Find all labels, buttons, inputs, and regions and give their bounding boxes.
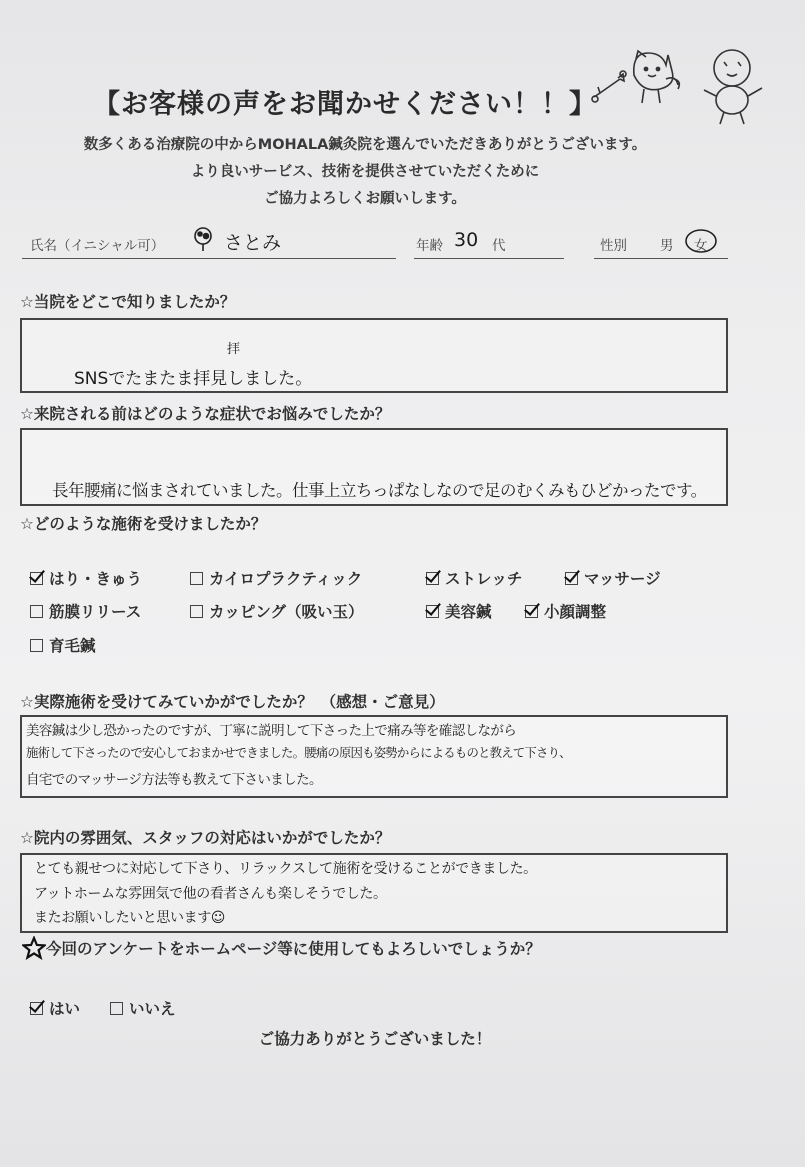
age-value[interactable]: 30 — [454, 229, 479, 251]
flower-doodle-icon — [192, 226, 214, 252]
question-4-answer-line-3: 自宅でのマッサージ方法等も教えて下さいました。 — [26, 772, 322, 788]
checkbox-icon[interactable] — [190, 572, 203, 585]
name-value[interactable]: さとみ — [224, 232, 282, 254]
option-no[interactable] — [110, 997, 176, 1019]
option-label: カッピング（吸い玉） — [209, 603, 364, 621]
option-stretch[interactable] — [426, 567, 522, 589]
age-suffix: 代 — [492, 238, 506, 254]
question-5-answer-line-3: またお願いしたいと思います☺ — [34, 910, 225, 926]
name-underline — [22, 258, 396, 259]
option-cupping[interactable] — [190, 600, 364, 622]
question-1-answer: SNSでたまたま拝見しました。 — [74, 369, 313, 389]
option-label: 美容鍼 — [445, 603, 492, 621]
intro-line-1: 数多くある治療院の中からMOHALA鍼灸院を選んでいただきありがとうございます。 — [83, 137, 647, 153]
question-1-insert-mark: 拝 — [227, 342, 241, 357]
option-label: はり・きゅう — [49, 570, 143, 588]
checkbox-icon[interactable] — [190, 605, 203, 618]
option-label: マッサージ — [584, 570, 661, 588]
gender-label: 性別 — [600, 238, 627, 254]
option-fascia-release[interactable] — [30, 600, 141, 622]
checkbox-checked-icon[interactable] — [426, 572, 439, 585]
option-label: いいえ — [129, 1000, 176, 1018]
question-2-answer-box[interactable] — [20, 428, 728, 506]
question-4-answer-box[interactable] — [20, 715, 728, 798]
option-hair-growth[interactable] — [30, 634, 96, 656]
character-doodle-icon — [700, 48, 780, 128]
option-chiropractic[interactable] — [190, 567, 362, 589]
option-small-face[interactable] — [525, 600, 606, 622]
option-label: カイロプラクティック — [209, 570, 363, 588]
option-beauty-acupuncture[interactable] — [426, 600, 492, 622]
question-2-answer: 長年腰痛に悩まされていました。仕事上立ちっぱなしなので足のむくみもひどかったです。 — [52, 481, 707, 500]
option-massage[interactable] — [565, 567, 661, 589]
option-label: 小顔調整 — [544, 603, 607, 621]
option-label: 育毛鍼 — [49, 637, 96, 655]
question-4-label: ☆実際施術を受けてみていかがでしたか？ （感想・ご意見） — [20, 693, 445, 711]
checkbox-icon[interactable] — [30, 605, 43, 618]
option-hari-kyu[interactable] — [30, 567, 142, 589]
intro-line-2: より良いサービス、技術を提供させていただくために — [190, 164, 540, 180]
checkbox-checked-icon[interactable] — [525, 605, 538, 618]
question-4-answer-line-2: 施術して下さったので安心しておまかせできました。腰痛の原因も姿勢からによるものと教えて下さり、 — [26, 745, 571, 760]
checkbox-icon[interactable] — [30, 639, 43, 652]
checkbox-checked-icon[interactable] — [426, 605, 439, 618]
question-6-label: 今回のアンケートをホームページ等に使用してもよろしいでしょうか？ — [46, 940, 541, 958]
question-4-answer-line-1: 美容鍼は少し恐かったのですが、丁寧に説明して下さった上で痛み等を確認しながら — [26, 723, 517, 739]
gender-circle-mark — [683, 226, 719, 256]
page-title: 【お客様の声をお聞かせください！！】 — [93, 89, 597, 120]
age-underline — [414, 258, 564, 259]
gender-female[interactable]: 女 — [694, 238, 708, 254]
checkbox-checked-icon[interactable] — [565, 572, 578, 585]
question-5-label: ☆院内の雰囲気、スタッフの対応はいかがでしたか？ — [20, 829, 391, 847]
question-5-answer-line-2: アットホームな雰囲気で他の看者さんも楽しそうでした。 — [34, 886, 387, 902]
star-icon — [22, 936, 46, 960]
option-label: はい — [49, 1000, 81, 1018]
name-label: 氏名（イニシャル可） — [30, 238, 165, 254]
checkbox-icon[interactable] — [110, 1002, 123, 1015]
gender-underline — [594, 258, 728, 259]
question-3-label: ☆どのような施術を受けましたか？ — [20, 515, 267, 533]
question-5-answer-line-1: とても親せつに対応して下さり、リラックスして施術を受けることができました。 — [34, 861, 537, 877]
option-label: 筋膜リリース — [49, 603, 142, 621]
checkbox-checked-icon[interactable] — [30, 572, 43, 585]
intro-line-3: ご協力よろしくお願いします。 — [264, 191, 466, 207]
checkbox-checked-icon[interactable] — [30, 1002, 43, 1015]
question-5-answer-box[interactable] — [20, 853, 728, 933]
question-1-answer-box[interactable] — [20, 318, 728, 393]
question-1-label: ☆当院をどこで知りましたか？ — [20, 293, 236, 311]
age-label: 年齢 — [416, 238, 443, 254]
gender-male[interactable]: 男 — [660, 238, 674, 254]
option-label: ストレッチ — [445, 570, 523, 588]
footer-thanks: ご協力ありがとうございました！ — [258, 1030, 492, 1048]
option-yes[interactable] — [30, 997, 80, 1019]
question-2-label: ☆来院される前はどのような症状でお悩みでしたか？ — [20, 405, 391, 423]
